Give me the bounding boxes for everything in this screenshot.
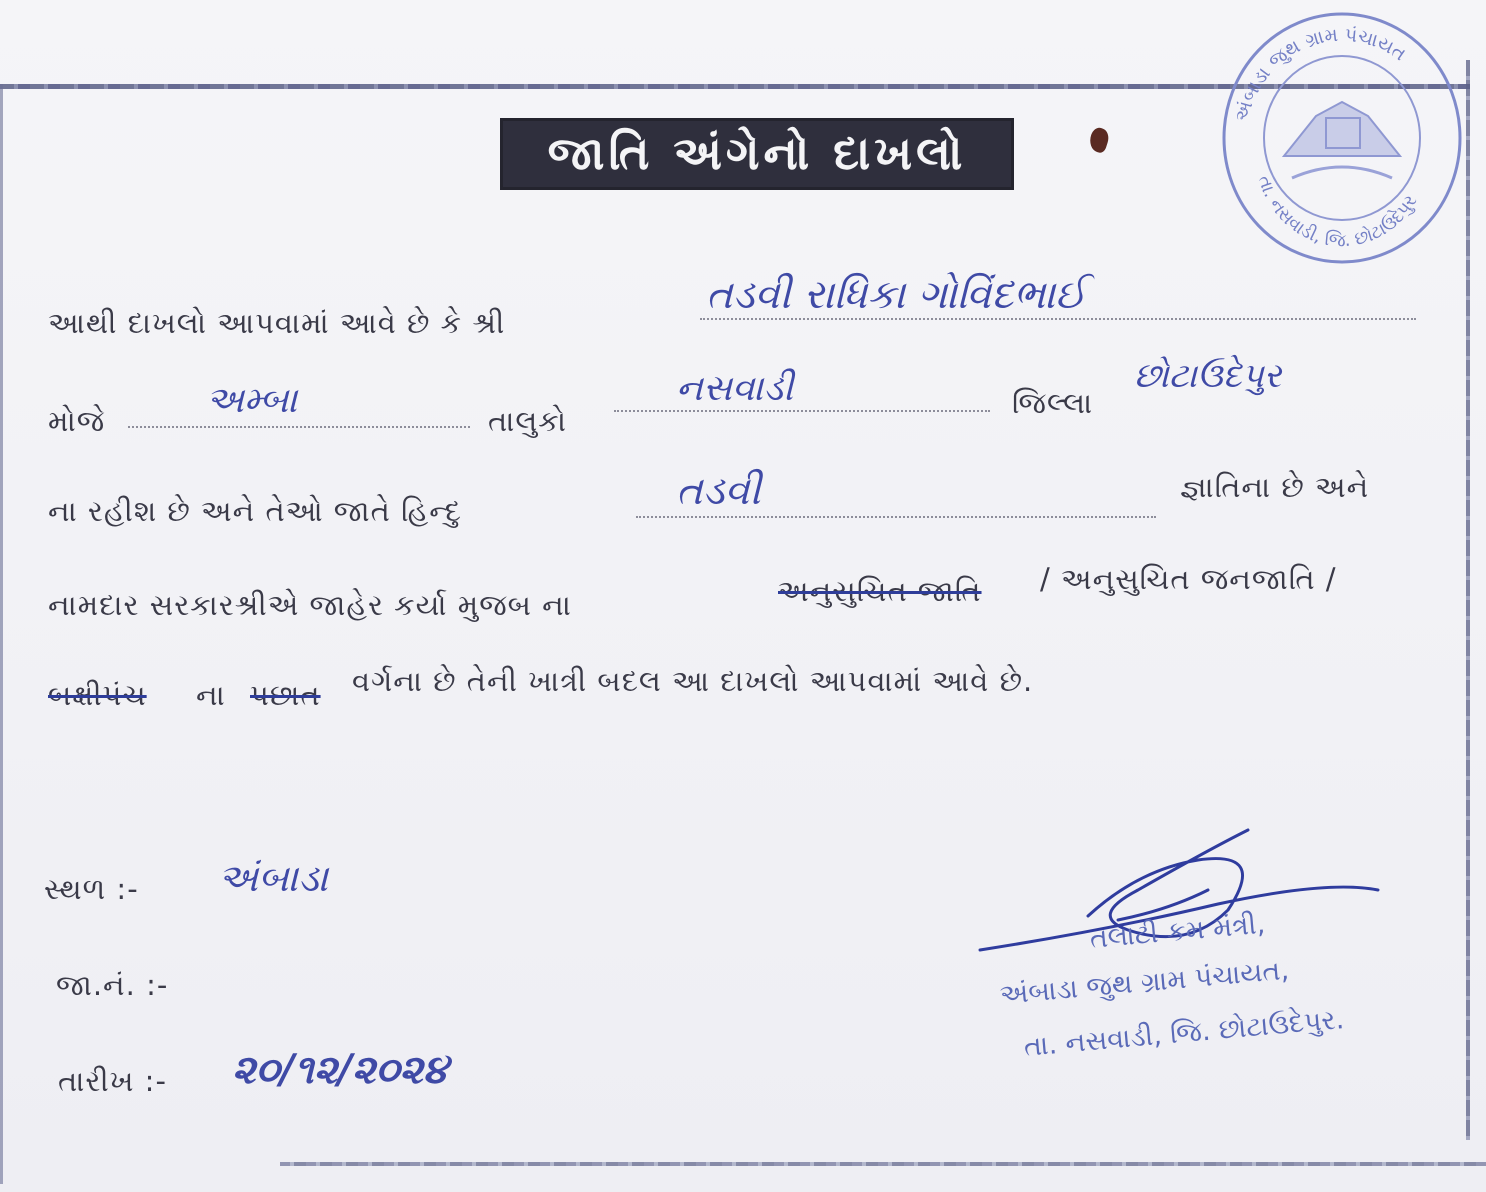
moje-label: મોજે: [48, 404, 106, 438]
line5-end: વર્ગના છે તેની ખાત્રી બદલ આ દાખલો આપવામાં આવે છે.: [352, 664, 1034, 698]
svg-text:અંબાડા જુથ ગ્રામ પંચાયત: [1231, 24, 1410, 124]
village-value: અમ્બા: [206, 380, 298, 421]
caste-value: તડવી: [676, 468, 761, 514]
signatory-block: [968, 820, 1388, 1063]
applicant-name: તડવી રાધિકા ગોવિંદભાઈ: [706, 272, 1087, 318]
line3-end: જ્ઞાતિના છે અને: [1180, 470, 1370, 504]
caste-fill-line: [636, 516, 1156, 518]
bottom-border: [280, 1162, 1486, 1166]
village-fill-line: [128, 426, 470, 428]
taluka-value: નસવાડી: [676, 368, 794, 409]
place-label: સ્થળ :-: [44, 872, 139, 906]
panchayat-seal: [1216, 6, 1464, 268]
jilla-label: જિલ્લા: [1012, 386, 1094, 420]
date-value: ૨૦/૧૨/૨૦૨૪: [232, 1046, 448, 1093]
place-value: અંબાડા: [218, 856, 329, 900]
left-border: [0, 84, 3, 1184]
district-value: છોટાઉદેપુર: [1134, 356, 1282, 396]
taluko-label: તાલુકો: [488, 404, 567, 438]
title-banner: [500, 118, 1014, 190]
seal-top-text: અંબાડા જુથ ગ્રામ પંચાયત: [1230, 23, 1411, 124]
number-label: જા.નં. :-: [56, 968, 169, 1002]
line1-label: આથી દાખલો આપવામાં આવે છે કે શ્રી: [48, 306, 506, 340]
seal-bottom-text: તા. નસવાડી, જિ. છોટાઉદેપુર: [1253, 172, 1422, 252]
right-border: [1466, 60, 1470, 1140]
taluka-fill-line: [614, 410, 990, 412]
signatory-title: તલાટી કમ મંત્રી,: [1088, 908, 1267, 955]
line5-na: ના: [196, 678, 226, 712]
struck-pachhat: પછાત: [250, 678, 321, 712]
signatory-address: તા. નસવાડી, જિ. છોટાઉદેપુર.: [1022, 1004, 1346, 1063]
ink-speck: [1087, 126, 1112, 154]
line4-label: નામદાર સરકારશ્રીએ જાહેર કર્યા મુજબ ના: [48, 588, 572, 622]
line4-end: / અનુસુચિત જનજાતિ /: [1040, 562, 1337, 596]
struck-backward-class: બક્ષીપંચ: [48, 678, 147, 712]
date-label: તારીખ :-: [58, 1064, 167, 1098]
signatory-panchayat: અંબાડા જુથ ગ્રામ પંચાયત,: [998, 954, 1291, 1011]
struck-scheduled-caste: અનુસુચિત જાતિ: [778, 574, 982, 608]
certificate-title: જાતિ અંગેનો દાખલો: [547, 126, 967, 180]
name-fill-line: [700, 318, 1416, 320]
line3-label: ના રહીશ છે અને તેઓ જાતે હિન્દુ: [48, 494, 463, 528]
